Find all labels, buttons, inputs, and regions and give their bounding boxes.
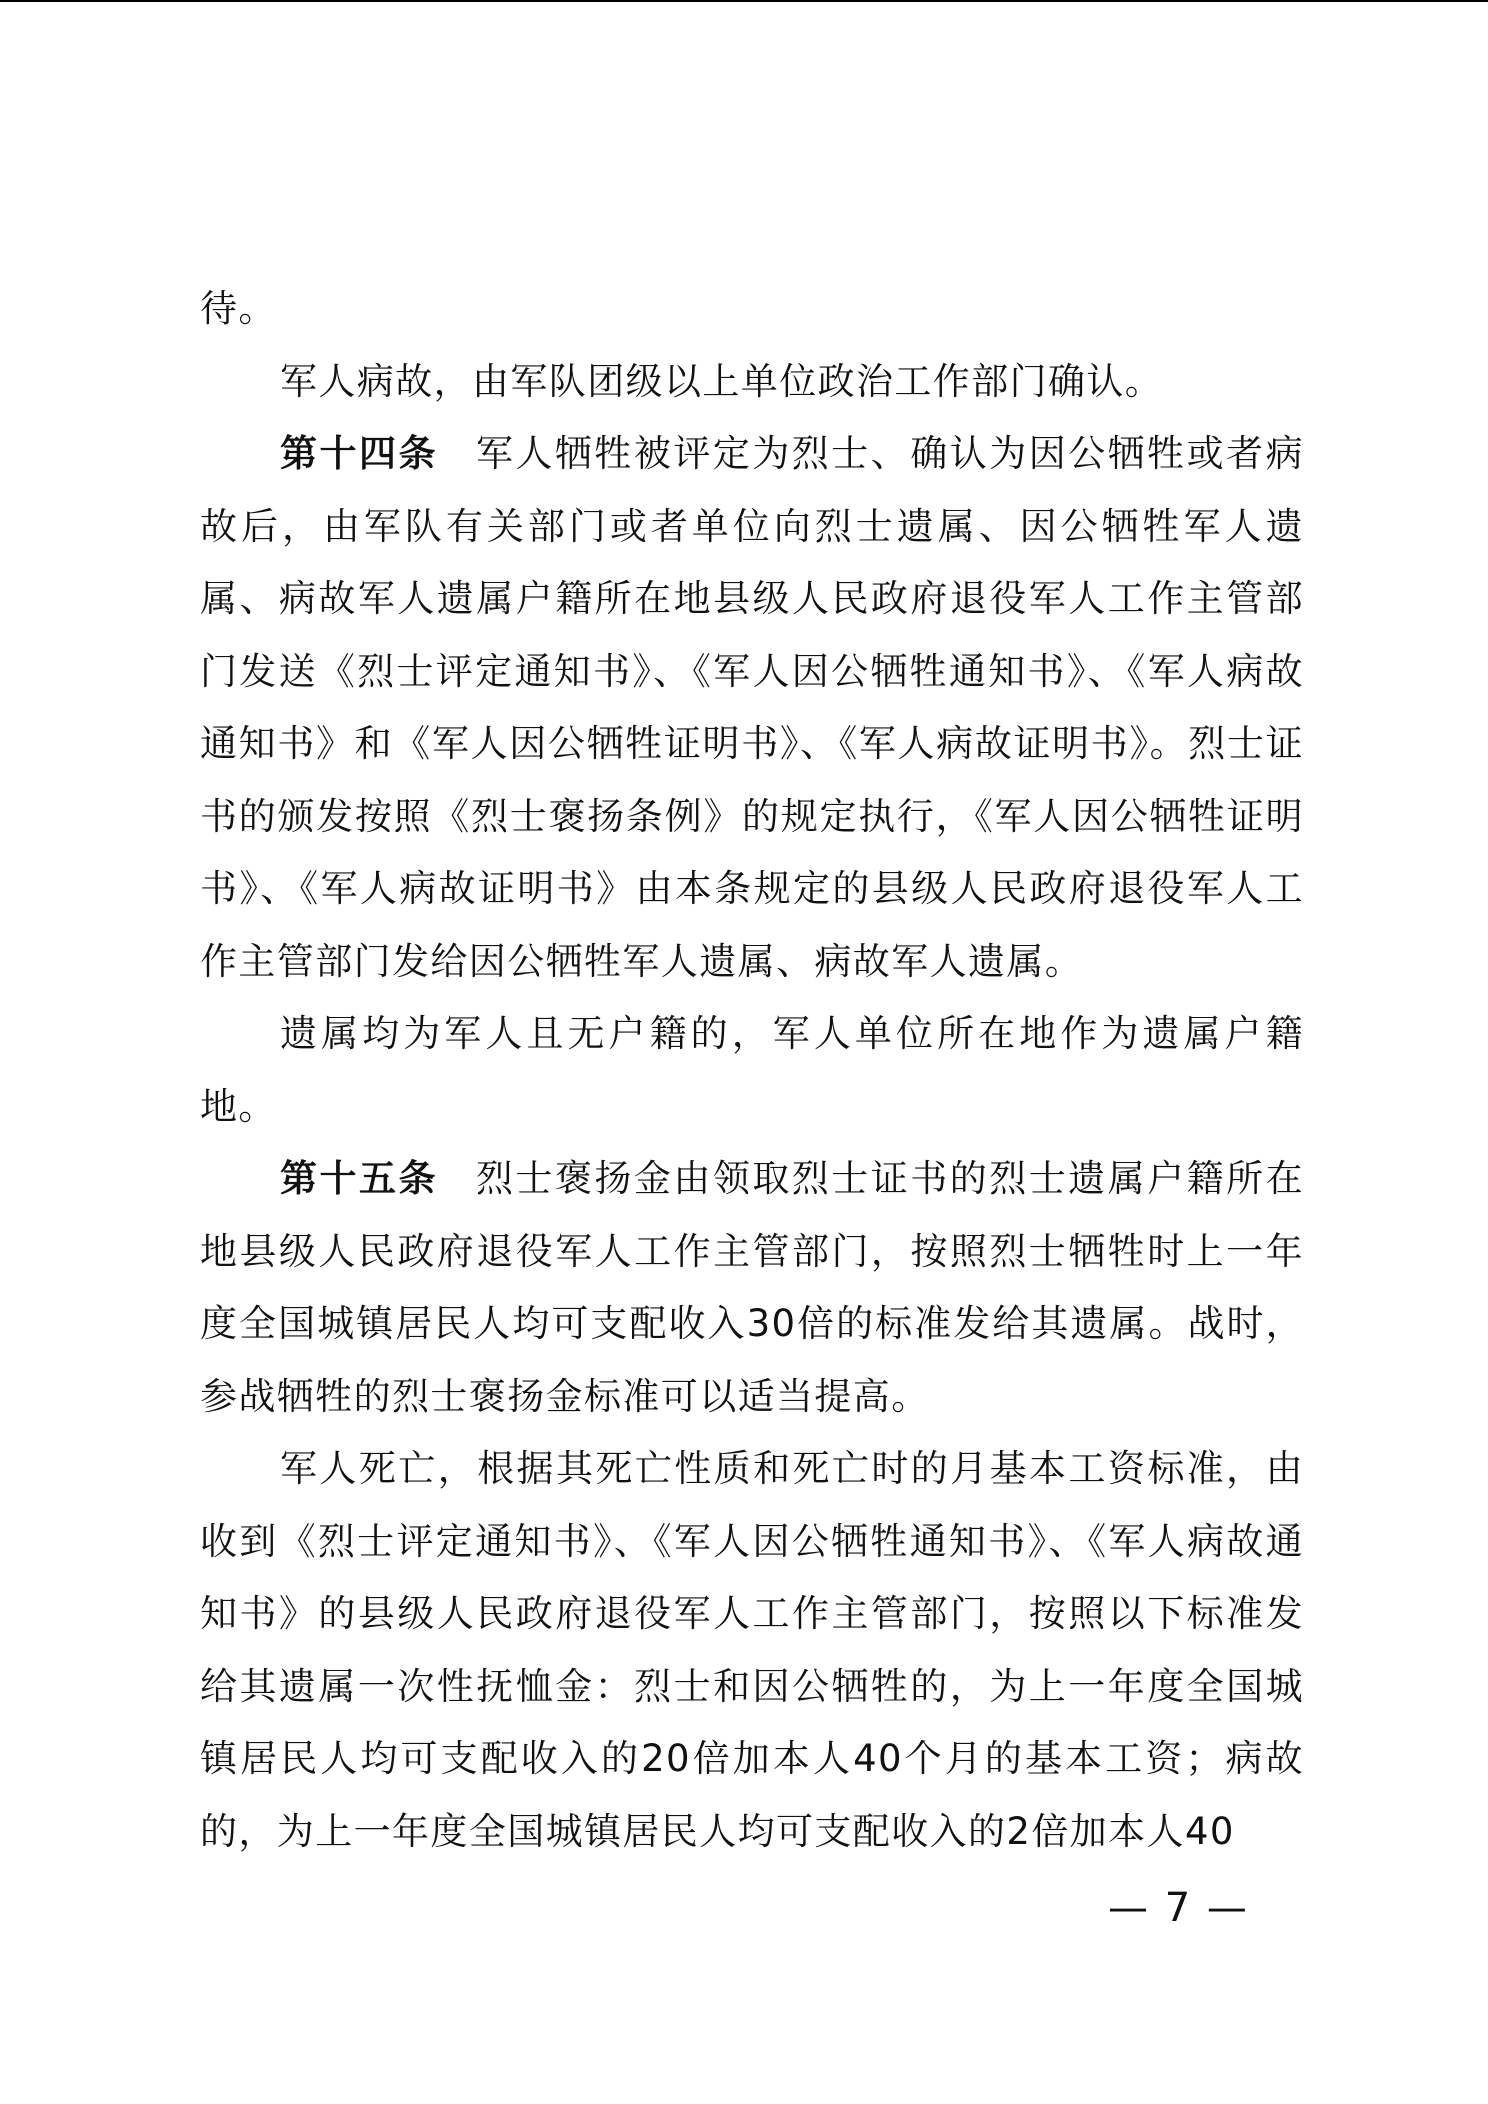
page-number: — 7 — — [1108, 1885, 1249, 1931]
document-body — [200, 273, 1304, 1868]
article-14 — [200, 418, 1304, 998]
paragraph-text: 军人牺牲被评定为烈士、确认为因公牺牲或者病故后，由军队有关部门或者单位向烈士遗属、因公牺牲军人遗属、病故军人遗属户籍所在地县级人民政府退役军人工作主管部门发送《烈士评定通知书》、《军人因公牺牲通知书》、《军人病故通知书》和《军人因公牺牲证明书》、《军人病故证明书》。烈士证书的颁发按照《烈士褒扬条例》的规定执行，《军人因公牺牲证明书》、《军人病故证明书》由本条规定的县级人民政府退役军人工作主管部门发给因公牺牲军人遗属、病故军人遗属。 — [200, 432, 1304, 983]
paragraph-text: 待。 — [200, 287, 277, 330]
paragraph-household-registration — [200, 998, 1304, 1143]
paragraph-continuation — [200, 273, 1304, 346]
paragraph-text: 烈士褒扬金由领取烈士证书的烈士遗属户籍所在地县级人民政府退役军人工作主管部门，按照烈士牺牲时上一年度全国城镇居民人均可支配收入30倍的标准发给其遗属。战时，参战牺牲的烈士褒扬金标准可以适当提高。 — [200, 1157, 1304, 1418]
paragraph-text: 军人病故，由军队团级以上单位政治工作部门确认。 — [280, 359, 1164, 403]
article-heading: 第十四条 — [280, 432, 438, 475]
paragraph-text: 军人死亡，根据其死亡性质和死亡时的月基本工资标准，由收到《烈士评定通知书》、《军人因公牺牲通知书》、《军人病故通知书》的县级人民政府退役军人工作主管部门，按照以下标准发给其遗属一次性抚恤金：烈士和因公牺牲的，为上一年度全国城镇居民人均可支配收入的20倍加本人40个月的基本工资；病故的，为上一年度全国城镇居民人均可支配收入的2倍加本人40 — [200, 1447, 1304, 1853]
top-border-line — [0, 0, 1488, 2]
paragraph-death-pension — [200, 1433, 1304, 1868]
paragraph-text: 遗属均为军人且无户籍的，军人单位所在地作为遗属户籍地。 — [200, 1012, 1304, 1128]
article-heading: 第十五条 — [280, 1157, 438, 1200]
article-15 — [200, 1143, 1304, 1433]
paragraph-illness-confirmation — [200, 346, 1304, 419]
